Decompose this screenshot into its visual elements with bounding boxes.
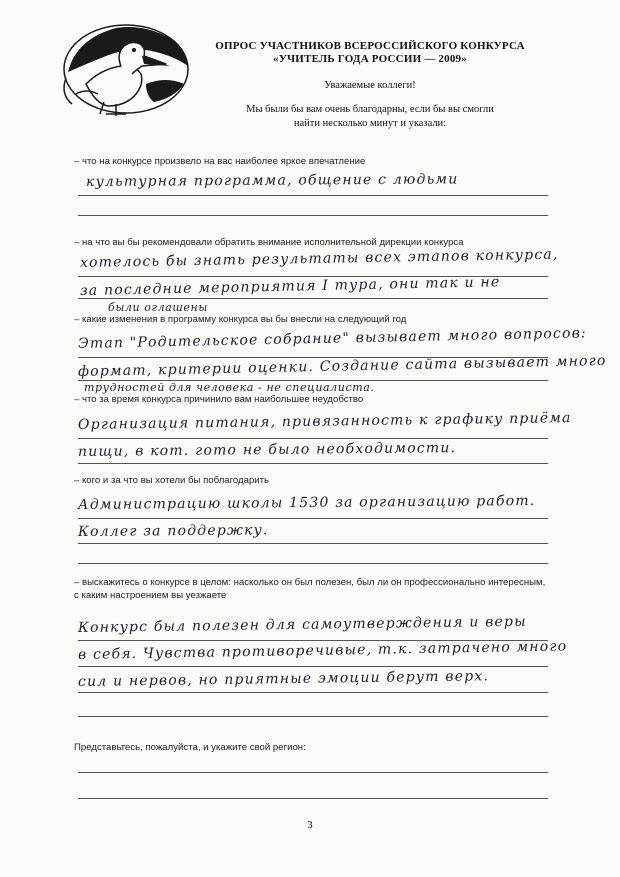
answer-line	[78, 666, 548, 667]
answer-line	[78, 215, 548, 216]
answer-line	[78, 543, 548, 544]
answer-line	[78, 692, 548, 693]
answer-line	[78, 518, 548, 519]
region-answer-line	[78, 772, 548, 773]
answer-recommendations-line3: были оглашены	[108, 301, 208, 314]
answer-changes-line1: Этап "Родительское собрание" вызывает много вопросов:	[77, 325, 588, 352]
answer-changes-line2: формат, критерии оценки. Создание сайта вызывает много	[77, 352, 607, 380]
answer-line	[78, 463, 548, 464]
answer-inconvenience-line2: пищи, в кот. гото не было необходимости.	[77, 440, 457, 460]
page-number: 3	[307, 820, 313, 831]
answer-line	[78, 438, 548, 439]
answer-impression-line1: культурная программа, общение с людьми	[85, 171, 459, 190]
survey-title-line2: «УЧИТЕЛЬ ГОДА РОССИИ — 2009»	[273, 53, 467, 65]
answer-recommendations-line2: за последние мероприятия I тура, они так и не	[79, 274, 501, 299]
question-inconvenience: – что за время конкурса причинило вам наибольшее неудобство	[74, 394, 364, 405]
pelican-emblem-icon	[46, 14, 206, 124]
question-thanks: – кого и за что вы хотели бы поблагодарить	[74, 475, 270, 486]
answer-overall-line2: в себя. Чувства противоречивые, т.к. затрачено много	[77, 638, 568, 663]
question-recommendations: – на что вы бы рекомендовали обратить внимание исполнительной дирекции конкурса	[74, 237, 464, 248]
answer-line	[78, 298, 548, 299]
answer-thanks-line1: Администрацию школы 1530 за организацию работ.	[77, 493, 536, 513]
answer-overall-line1: Конкурс был полезен для самоутверждения и веры	[77, 613, 527, 636]
question-region: Представьтесь, пожалуйста, и укажите свой регион:	[74, 742, 306, 753]
answer-line	[78, 380, 548, 381]
answer-inconvenience-line1: Организация питания, привязанность к графику приёма	[77, 410, 572, 433]
greeting: Уважаемые коллеги!	[324, 80, 416, 91]
question-changes: – какие изменения в программу конкурса вы бы внесли на следующий год	[74, 314, 407, 325]
question-overall: – выскажитесь о конкурсе в целом: насколько он был полезен, был ли он профессионально интересным, с каким настроением вы уезжаете	[74, 577, 546, 601]
region-answer-line	[78, 798, 548, 799]
answer-line	[78, 716, 548, 717]
answer-thanks-line2: Коллег за поддержку.	[77, 522, 269, 540]
answer-changes-line3: трудностей для человека - не специалиста.	[84, 381, 375, 394]
answer-line	[78, 563, 548, 564]
answer-line	[78, 195, 548, 196]
question-impression: – что на конкурсе произвело на вас наиболее яркое впечатление	[74, 156, 366, 167]
answer-overall-line3: сил и нервов, но приятные эмоции берут верх.	[77, 668, 490, 690]
intro-line1: Мы были бы вам очень благодарны, если бы вы смогли	[246, 104, 494, 115]
intro-line2: найти несколько минут и указали:	[293, 118, 447, 129]
survey-title-line1: ОПРОС УЧАСТНИКОВ ВСЕРОССИЙСКОГО КОНКУРСА	[215, 40, 525, 52]
answer-recommendations-line1: хотелось бы знать результаты всех этапов конкурса,	[79, 246, 559, 271]
